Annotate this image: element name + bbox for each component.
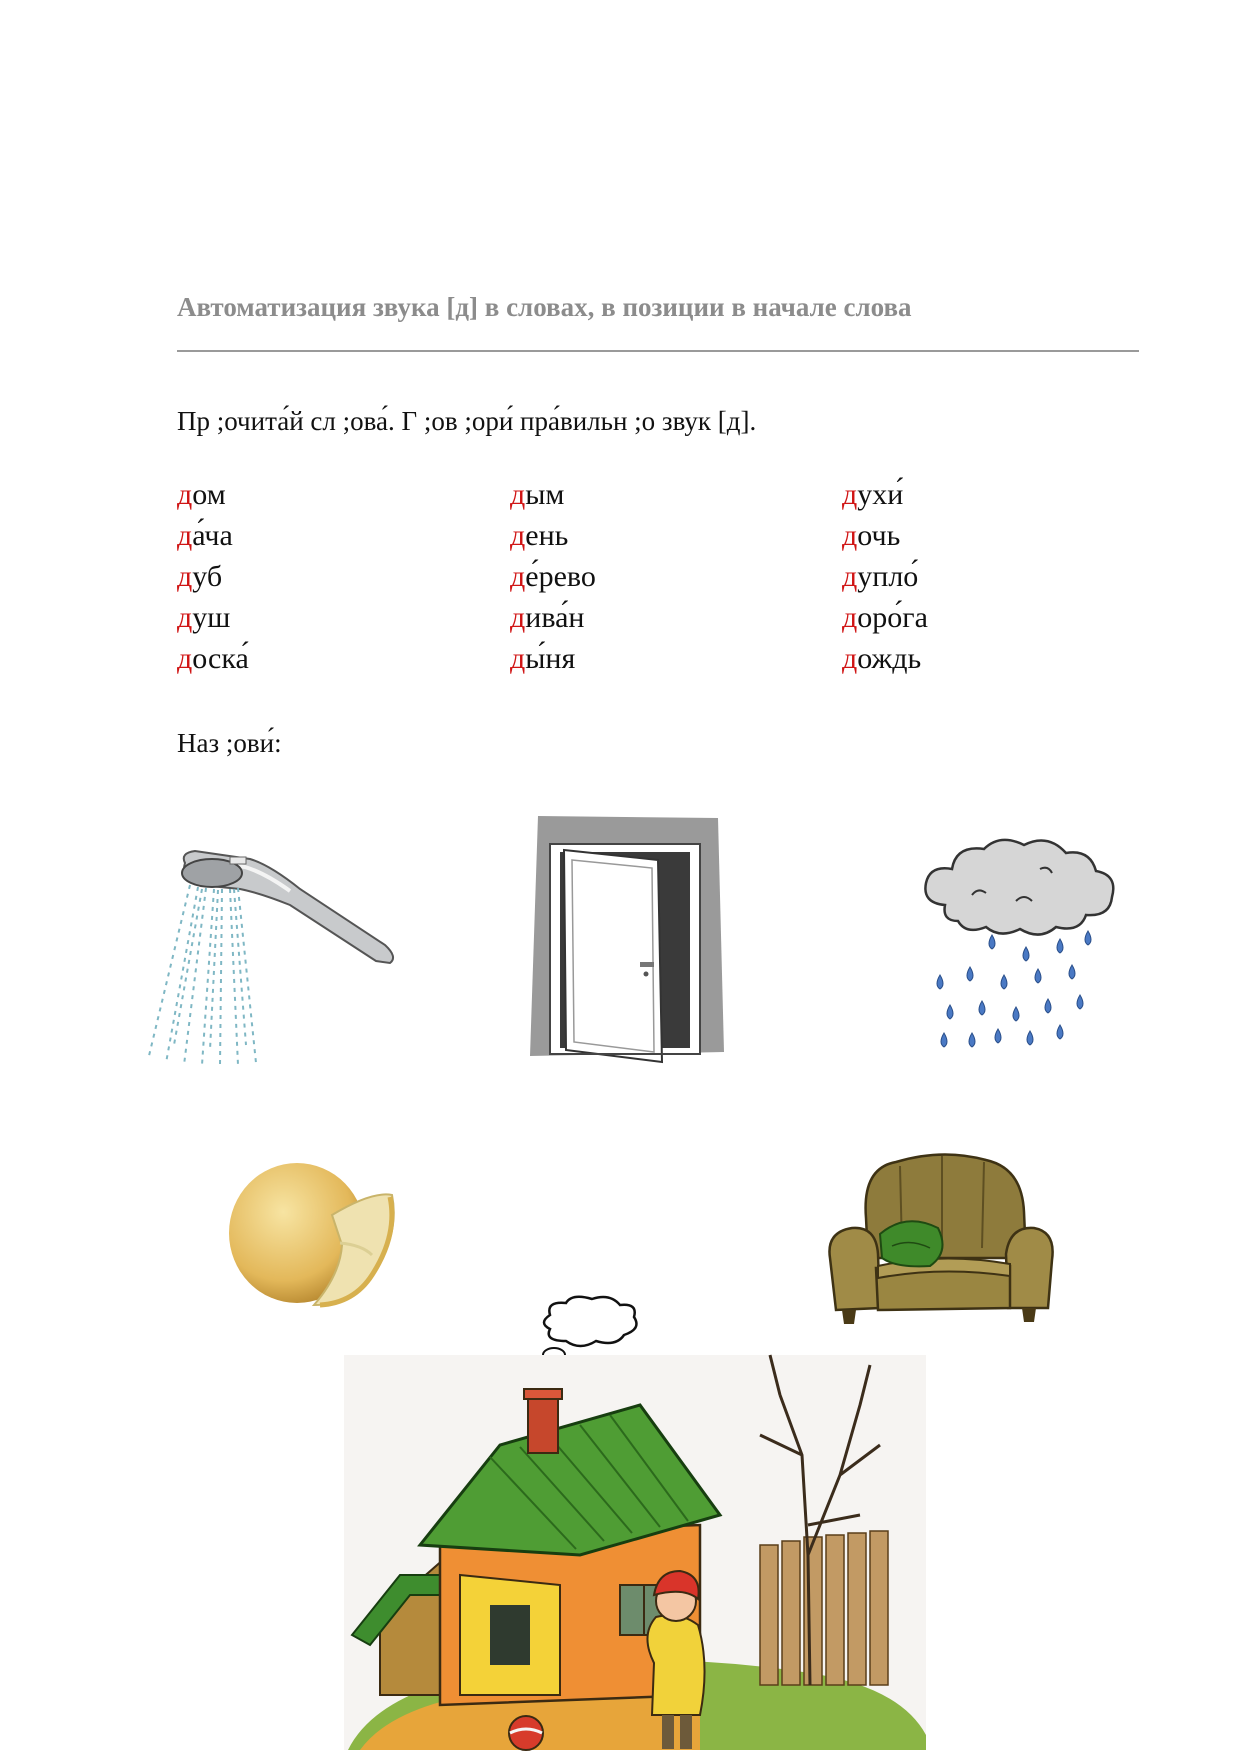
word-item: ды́ня	[510, 642, 576, 675]
word-item: дым	[510, 478, 565, 511]
name-prompt: Наз ;ови́:	[177, 728, 282, 758]
door-icon	[528, 812, 728, 1072]
word-item: дом	[177, 478, 226, 511]
word-item: душ	[177, 601, 231, 634]
country-house-icon	[340, 1295, 930, 1754]
word-item: день	[510, 519, 569, 552]
word-item: доро́га	[842, 601, 928, 634]
melon-icon	[222, 1155, 407, 1315]
word-column-3	[842, 474, 928, 679]
word-item: дива́н	[510, 601, 585, 634]
word-item: дождь	[842, 642, 922, 675]
word-item: дочь	[842, 519, 901, 552]
word-item: де́рево	[510, 560, 596, 593]
word-item: доска́	[177, 642, 249, 675]
word-item: духи́	[842, 478, 904, 511]
word-item: дупло́	[842, 560, 919, 593]
divider	[177, 350, 1139, 352]
rain-cloud-icon	[920, 835, 1120, 1055]
instruction-text: Пр ;очита́й сл ;ова́. Г ;ов ;ори́ пра́вильн ;о звук [д].	[177, 406, 757, 436]
word-item: дуб	[177, 560, 223, 593]
word-column-1	[177, 474, 249, 679]
word-column-2	[510, 474, 596, 679]
word-item: да́ча	[177, 519, 233, 552]
shower-icon	[140, 845, 405, 1070]
page-title: Автоматизация звука [д] в словах, в позиции в начале слова	[177, 292, 912, 322]
